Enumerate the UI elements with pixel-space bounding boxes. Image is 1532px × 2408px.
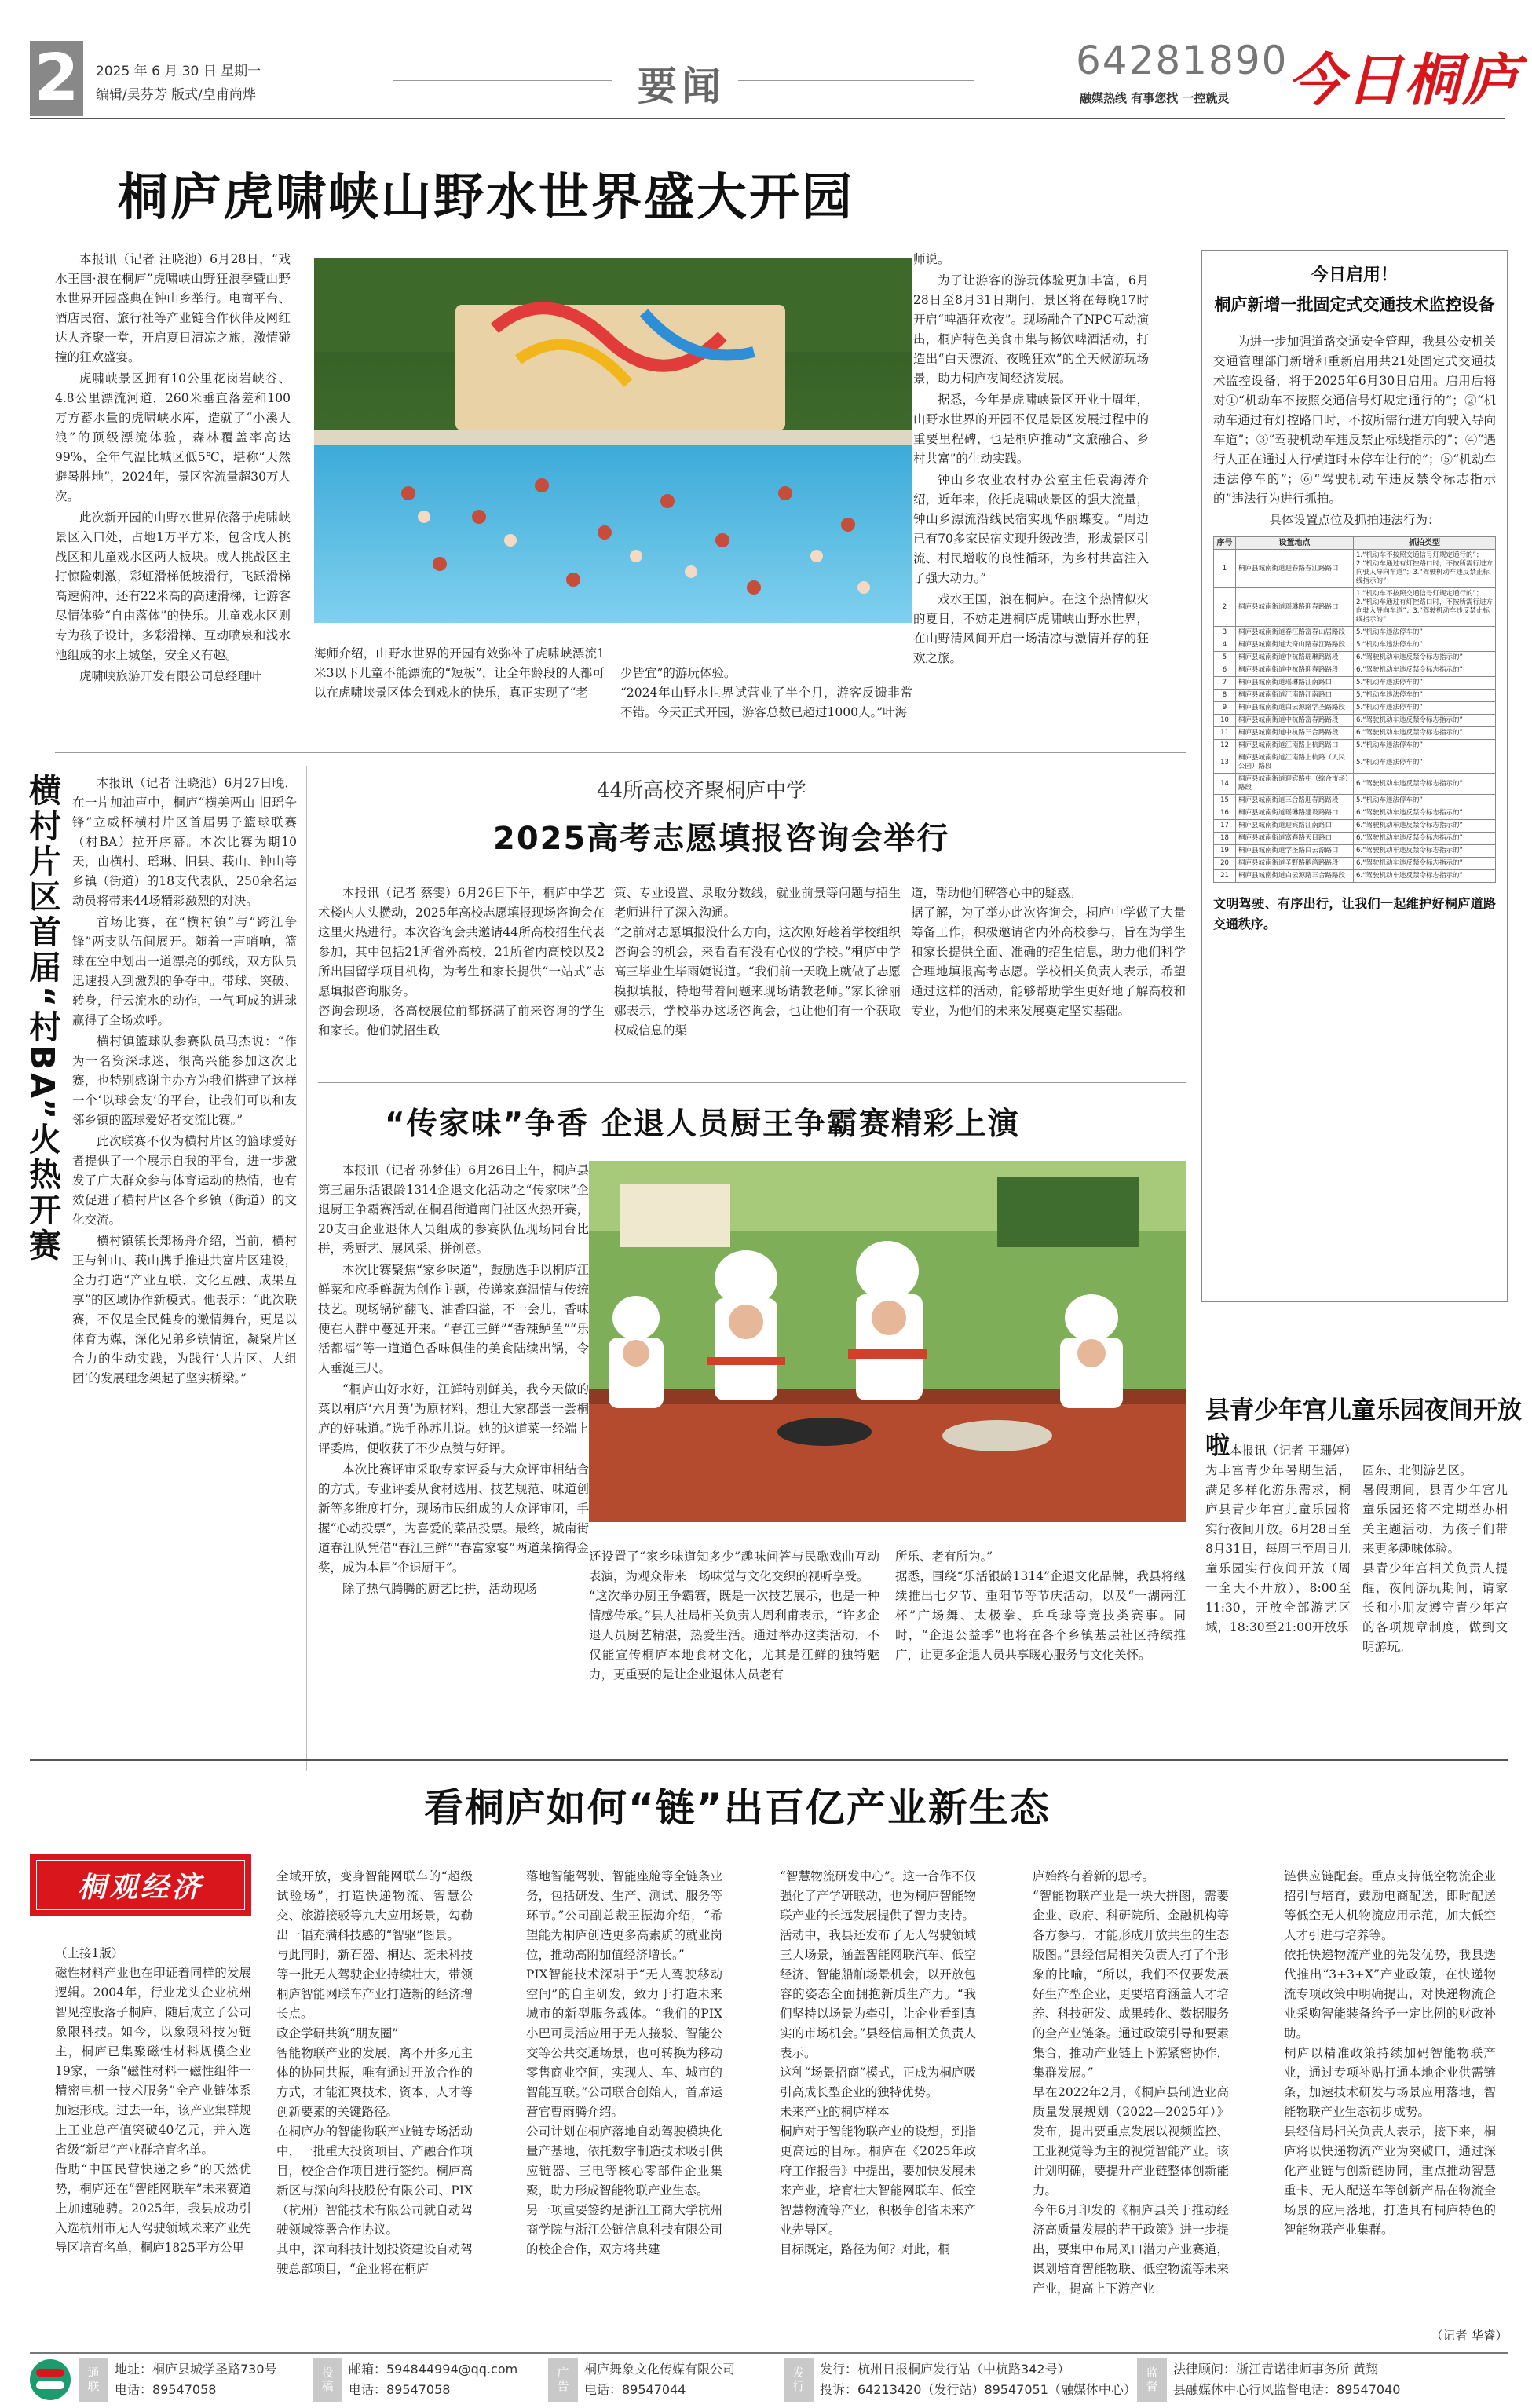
table-cell: 桐庐县城南街道迎宾路江南路口	[1236, 820, 1354, 833]
table-row	[1214, 664, 1496, 677]
table-header: 抓拍类型	[1354, 537, 1496, 550]
paragraph: 还设置了“家乡味道知多少”趣味问答与民歌戏曲互动表演，为观众带来一场味觉与文化交织的视听享受。 “这次举办厨王争霸赛，既是一次技艺展示，也是一种情感传承。”县人社局相关负责人周利甫表示，“许多企退人员厨艺精湛，热爱生活。通过举办这类活动，不仅能宣传桐庐本地食材文化，尤其是江鲜的独特魅力，更重要的是让企业退休人员老有	[589, 1550, 879, 1682]
paragraph: 少皆宜”的游玩体验。 “2024年山野水世界试营业了半个月，游客反馈非常不错。今天正式开园，游客总数已超过1000人。”叶海	[620, 666, 912, 719]
chef-col1	[318, 1161, 589, 1601]
table-cell: 6.“驾驶机动车违反禁令标志指示的”	[1354, 652, 1496, 664]
economy-byline: （记者 华睿）	[1431, 2329, 1508, 2343]
table-cell: 18	[1214, 833, 1236, 845]
youth-left	[1205, 1441, 1351, 1639]
table-header-row	[1214, 537, 1496, 550]
table-row	[1214, 639, 1496, 652]
paragraph: 为了让游客的游玩体验更加丰富，6月28日至8月31日期间，景区将在每晚17时开启“啤酒狂欢夜”。现场融合了NPC互动演出，桐庐特色美食市集与畅饮啤酒活动，打造出“白天漂流、夜晚狂欢”的全天候游玩场景，助力桐庐夜间经济发展。	[913, 273, 1149, 386]
table-cell: 5.“机动车违法停车的”	[1354, 690, 1496, 702]
notice-box	[1201, 250, 1508, 1302]
table-header: 序号	[1214, 537, 1236, 550]
table-cell: 6.“驾驶机动车违反禁令标志指示的”	[1354, 858, 1496, 870]
lead-col3	[913, 250, 1149, 670]
table-cell: 桐庐县城南街道圣野路鹅湾路路段	[1236, 858, 1354, 870]
economy-col3	[526, 1847, 722, 2281]
paragraph: 本报讯（记者 汪晓池）6月27日晚，在一片加油声中，桐庐“横美两山 旧瑶争锋”立威杯横村片区首届男子篮球联赛（村BA）拉开序幕。本次比赛为期10天，由横村、瑶琳、旧县、莪山、钟山等乡镇（街道）的18支代表队，250余名运动员将带来44场精彩激烈的对决。	[72, 776, 297, 908]
lead-under-photo-1	[314, 644, 605, 704]
paragraph: 钟山乡农业农村办公室主任袁海涛介绍，近年来，依托虎啸峡景区的强大流量，钟山乡漂流沿线民宿实现华丽蝶变。“周边已有70多家民宿实现升级改造，形成景区引流、村民增收的良性循环，为乡村共富注入了强大动力。”	[913, 473, 1149, 585]
paragraph: 除了热气腾腾的厨艺比拼，活动现场	[342, 1582, 538, 1596]
table-cell: 1.“机动车不按照交通信号灯规定通行的”；2.“机动车通过有灯控路口时，不按所需行进方向驶入导向车道”；3.“驾驶机动车违反禁止标线指示的”	[1354, 550, 1496, 588]
section-title: 要闻	[638, 64, 726, 109]
cunba-headline: 横村片区首届“村BA”火热开赛	[24, 774, 61, 1264]
gaokao-col1	[318, 864, 605, 1062]
table-row	[1214, 795, 1496, 807]
paragraph: 据悉，今年是虎啸峡景区开业十周年，山野水世界的开园不仅是景区发展过程中的重要里程碑，也是桐庐推动“文旅融合、乡村共富”的生动实践。	[913, 393, 1149, 466]
table-row	[1214, 752, 1496, 774]
table-cell: 15	[1214, 795, 1236, 807]
table-cell: 1.“机动车不按照交通信号灯规定通行的”；2.“机动车通过有灯控路口时，不按所需行进方向驶入导向车道”；3.“驾驶机动车违反禁止标线指示的”	[1354, 588, 1496, 627]
gaokao-col3	[911, 864, 1186, 1042]
table-cell: 13	[1214, 752, 1236, 774]
table-cell: 6.“驾驶机动车违反禁令标志指示的”	[1354, 845, 1496, 858]
youth-headline: 县青少年宫儿童乐园夜间开放啦	[1205, 1396, 1522, 1460]
paragraph: 此次新开园的山野水世界依落于虎啸峡景区入口处，占地1万平方米，包含成人挑战区和儿童戏水区两大板块。成人挑战区主打惊险刺激，彩虹滑梯低坡滑行，飞跃滑梯高速俯冲，还有22米高的高速滑梯，让游客尽情体验“自由落体”的快乐。儿童戏水区则专为孩子设计，多彩滑梯、互动喷泉和浅水池组成的水上城堡，安全又有趣。	[55, 511, 291, 662]
table-cell: 5.“机动车违法停车的”	[1354, 752, 1496, 774]
economy-col1	[55, 1924, 251, 2279]
footer-email: 邮箱：594844994@qq.com	[349, 2362, 518, 2377]
chef-under-1	[589, 1528, 879, 1706]
cunba-body	[72, 774, 297, 1390]
table-row	[1214, 833, 1496, 845]
footer-tel-3: 电话：89547044	[584, 2382, 686, 2397]
footer-logo	[30, 2359, 71, 2400]
table-row	[1214, 858, 1496, 870]
table-cell: 9	[1214, 702, 1236, 715]
table-cell: 桐庐县城南街道白云源路三合路路段	[1236, 870, 1354, 883]
chef-under-2	[895, 1528, 1186, 1686]
youth-right	[1362, 1441, 1508, 1678]
table-cell: 桐庐县城南街道江南路上杭路路口	[1236, 740, 1354, 752]
paragraph: 所乐、老有所为。” 据悉，围绕“乐活银龄1314”企退文化品牌，我县将继续推出七夕节、重阳节等节庆活动，以及“一湖两江杯”广场舞、太极拳、乒乓球等竞技类赛事。同时，“企退公益季”也将在各个乡镇基层社区持续推广，让更多企退人员共享暖心服务与文化关怀。	[895, 1550, 1186, 1662]
table-row	[1214, 715, 1496, 727]
table-cell: 6.“驾驶机动车违反禁令标志指示的”	[1354, 833, 1496, 845]
table-cell: 14	[1214, 774, 1236, 795]
table-cell: 16	[1214, 807, 1236, 820]
table-cell: 桐庐县城南街道学圣路白云源路口	[1236, 845, 1354, 858]
footer-label-tougao: 投稿	[313, 2358, 342, 2402]
table-header: 设置地点	[1236, 537, 1354, 550]
economy-col5	[1033, 1847, 1229, 2320]
paragraph: 戏水王国，浪在桐庐。在这个热情似火的夏日，不妨走进桐庐虎啸峡山野水世界，在山野清风间开启一场清凉与激情并存的狂欢之旅。	[913, 592, 1149, 665]
table-row	[1214, 845, 1496, 858]
table-cell: 11	[1214, 727, 1236, 740]
chef-headline: “传家味”争香 企退人员厨王争霸赛精彩上演	[385, 1107, 1020, 1142]
table-cell: 桐庐县城南街道春江路富春山居路段	[1236, 627, 1354, 639]
paragraph: 横村镇镇长郑杨舟介绍，当前，横村正与钟山、莪山携手推进共富片区建设，全力打造“产业互联、文化互融、成果互享”的区域协作新模式。他表示：“此次联赛，不仅是全民健身的激情舞台，更是以体育为媒，深化兄弟乡镇情谊，凝聚片区合力的生动实践，为践行‘大片区、大组团’的发展理念架起了坚实桥梁。”	[72, 1234, 297, 1385]
table-cell: 桐庐县城南街道江南路上杭路（人民公园）路段	[1236, 752, 1354, 774]
paragraph: 本次比赛评审采取专家评委与大众评审相结合的方式。专业评委从食材选用、技艺规范、味道创新等多维度打分，现场市民组成的大众评审团，手握“心动投票”，为喜爱的菜品投票。最终，城南街道春江队凭借“春江三鲜”“春富家宴”两道菜摘得金奖，成为本届“企退厨王”。	[318, 1462, 589, 1575]
table-row	[1214, 690, 1496, 702]
paragraph: “智慧物流研发中心”。这一合作不仅强化了产学研联动，也为桐庐智能物联产业的长远发展提供了智力支持。 活动中，我县还发布了无人驾驶领域三大场景，涵盖智能网联汽车、低空经济、智能船舶场景机会，以开放包容的姿态全面拥抱新质生产力。“我们坚持以场景为牵引，让企业看到真实的市场机会。”县经信局相关负责人表示。 这种“场景招商”模式，正成为桐庐吸引高成长型企业的独特优势。 未来产业的桐庐样本 桐庐对于智能物联产业的设想，到指更高远的目标。桐庐在《2025年政府工作报告》中提出，要加快发展未来产业，培育壮大智能网联车、低空智慧物流等产业，积极争创省未来产业先导区。 目标既定，路径为何？对此，桐	[780, 1869, 976, 2256]
column-logo	[30, 1854, 251, 1916]
table-cell: 5.“机动车违法停车的”	[1354, 702, 1496, 715]
paragraph: 为进一步加强道路交通安全管理，我县公安机关交通管理部门新增和重新启用共21处固定式交通技术监控设备，将于2025年6月30日启用。启用后将对①“机动车不按照交通信号灯规定通行的”；②“机动车通过有灯控路口时，不按所需行进方向驶入导向车道”；③“驾驶机动车违反禁止标线指示的”；④“遇行人正在通过人行横道时未停车让行的”；⑤“机动车违法停车的”；⑥“驾驶机动车违反禁令标志指示的”违法行为进行抓拍。	[1213, 335, 1496, 506]
table-cell: 桐庐县城南街道江南路江南路口	[1236, 690, 1354, 702]
footer-bar	[30, 2358, 1508, 2402]
paragraph: 师说。	[913, 252, 950, 266]
table-cell: 桐庐县城南街道白云源路学圣路路段	[1236, 702, 1354, 715]
paragraph: 首场比赛，在“横村镇”与“跨江争锋”两支队伍间展开。随着一声哨响，篮球在空中划出一道漂亮的弧线，双方队员迅速投入到激烈的争夺中。带球、突破、转身，行云流水的动作，一气呵成的进球赢得了全场欢呼。	[72, 915, 297, 1027]
table-cell: 6.“驾驶机动车违反禁令标志指示的”	[1354, 820, 1496, 833]
paragraph: （上接1版） 磁性材料产业也在印证着同样的发展逻辑。2004年，行业龙头企业杭州智见控股落子桐庐，随后成立了公司象限科技。如今，以象限科技为链主，桐庐已集聚磁性材料规模企业19家，一条“磁性材料一磁性组件一精密电机一技术服务”全产业链体系加速形成。过去一年，该产业集群规上工业总产值突破40亿元，并入选省级“新星”产业群培育名单。 借助“中国民营快递之乡”的天然优势，桐庐还在“智能网联车”未来赛道上加速驰骋。2025年，我县成功引入选杭州市无人驾驶领域未来产业先导区培育名单，桐庐1825平方公里	[55, 1946, 251, 2255]
table-cell: 7	[1214, 677, 1236, 690]
table-cell: 5.“机动车违法停车的”	[1354, 677, 1496, 690]
paragraph: 策、专业设置、录取分数线，就业前景等问题与招生老师进行了深入沟通。 “之前对志愿填报没什么方向，这次刚好趁着学校组织咨询会的机会，来看看有没有心仪的学校。”桐庐中学高三毕业生毕雨婕说道。“我们前一天晚上就做了志愿模拟填报，特地带着问题来现场请教老师。”家长徐丽娜表示，学校举办这场咨询会，也让他们有一个获取权威信息的渠	[614, 886, 901, 1037]
table-cell: 桐庐县城南街道中杭路富春路路段	[1236, 715, 1354, 727]
editors-line: 编辑/吴芬芳 版式/皇甫尚烨	[96, 87, 256, 103]
table-cell: 6.“驾驶机动车违反禁令标志指示的”	[1354, 807, 1496, 820]
paragraph: 园东、北侧游艺区。 暑假期间，县青少年宫儿童乐园还将不定期举办相关主题活动，为孩子们带来更多趣味体验。 县青少年宫相关负责人提醒，夜间游玩期间，请家长和小朋友遵守青少年宫的各项规章制度，做到文明游玩。	[1362, 1463, 1508, 1654]
lead-col1	[55, 250, 291, 688]
table-row	[1214, 727, 1496, 740]
footer-label-ad: 广告	[548, 2358, 578, 2402]
table-cell: 6.“驾驶机动车违反禁令标志指示的”	[1354, 727, 1496, 740]
footer-ad-company: 桐庐舞象文化传媒有限公司	[584, 2362, 736, 2377]
paragraph: “桐庐山好水好，江鲜特别鲜美，我今天做的菜以桐庐‘六月黄’为原材料，想让大家都尝一尝桐庐的好味道。”选手孙苏儿说。她的这道菜一经端上评委席，便收获了不少点赞与好评。	[318, 1382, 589, 1455]
table-row	[1214, 677, 1496, 690]
table-cell: 桐庐县城南街道富春路天目路口	[1236, 833, 1354, 845]
table-cell: 10	[1214, 715, 1236, 727]
economy-col6	[1284, 1847, 1496, 2261]
table-cell: 2	[1214, 588, 1236, 627]
paragraph: 庐始终有着新的思考。 “智能物联产业是一块大拼图，需要企业、政府、科研院所、金融机构等各方参与，才能形成开放共生的生态版图。”县经信局相关负责人打了个形象的比喻，“所以，我们不仅要发展好生产型企业，更要培育涵盖人才培养、科技研发、成果转化、数据服务的全产业链条。通过政策引导和要素集合，推动产业链上下游紧密协作，集群发展。” 早在2022年2月，《桐庐县制造业高质量发展规划（2022—2025年）》发布，提出要重点发展以视频监控、工业视觉等为主的视觉智能产业。该计划明确，要提升产业链整体创新能力。 今年6月印发的《桐庐县关于推动经济高质量发展的若干政策》进一步提出，要集中布局风口潜力产业赛道，谋划培育智能物联、低空物流等未来产业，提高上下游产业	[1033, 1869, 1229, 2296]
paragraph: 本报讯（记者 蔡雯）6月26日下午，桐庐中学艺术楼内人头攒动，2025年高校志愿填报现场咨询会在这里火热进行。本次咨询会共邀请44所高校招生代表参加，其中包括21所省外高校，21所省内高校以及2所出国留学项目机构，为考生和家长提供“一站式”志愿填报咨询服务。 咨询会现场，各高校展位前都挤满了前来咨询的学生和家长。他们就招生政	[318, 886, 605, 1037]
table-row	[1214, 550, 1496, 588]
table-cell: 6.“驾驶机动车违反禁令标志指示的”	[1354, 715, 1496, 727]
table-cell: 桐庐县城南街道大奇山路春江路路段	[1236, 639, 1354, 652]
economy-headline: 看桐庐如何“链”出百亿产业新生态	[424, 1785, 1051, 1831]
paper-logo: 今日桐庐	[1288, 46, 1521, 113]
masthead	[0, 0, 1532, 115]
table-row	[1214, 740, 1496, 752]
paragraph: 此次联赛不仅为横村片区的篮球爱好者提供了一个展示自我的平台，进一步激发了广大群众参与体育运动的热情，也有效促进了横村片区各个乡镇（街道）的文化交流。	[72, 1134, 297, 1227]
paragraph: 虎啸峡景区拥有10公里花岗岩峡谷、4.8公里漂流河道，260米垂直落差和100万方蓄水量的虎啸峡水库，造就了“小溪大浪”的顶级漂流体验，森林覆盖率高达99%，全年气温比城区低5℃，堪称“天然避暑胜地”，2024年，景区客流量超30万人次。	[55, 371, 291, 503]
footer-address: 地址：桐庐县城学圣路730号	[115, 2362, 277, 2377]
table-cell: 桐庐县城南街道中杭路迎春路路段	[1236, 664, 1354, 677]
page-number: 2	[30, 41, 83, 116]
notice-footer: 文明驾驶、有序出行，让我们一起维护好桐庐道路交通秩序。	[1213, 896, 1496, 931]
waterpark-photo	[314, 258, 912, 623]
camera-schedule-table	[1213, 536, 1496, 883]
column-logo-text: 桐观经济	[77, 1870, 203, 1904]
paragraph: 链供应链配套。重点支持低空物流企业招引与培育，鼓励电商配送，即时配送等低空无人机物流应用示范，加大低空人才引进与培养等。 依托快递物流产业的先发优势，我县迭代推出“3+3+X”产业政策，在快递物流专项政策中明确提出，对快递物流企业采购智能装备给予一定比例的财政补助。 桐庐以精准政策持续加码智能物联产业，通过专项补贴打通本地企业供需链条，加速技术研发与场景应用落地，智能物联产业生态初步成势。 县经信局相关负责人表示，接下来，桐庐将以快递物流产业为突破口，通过深化产业链与创新链协同，重点推动智慧重卡、无人配送车等创新产品在物流全场景的应用落地，打造具有桐庐特色的智能物联产业集群。	[1284, 1869, 1496, 2237]
table-cell: 8	[1214, 690, 1236, 702]
paragraph: 横村镇篮球队参赛队员马杰说：“作为一名资深球迷，很高兴能参加这次比赛，也特别感谢主办方为我们搭建了这样一个‘以球会友’的平台，让我们可以和友邻乡镇的篮球爱好者交流比赛。”	[72, 1034, 297, 1127]
paragraph: 虎啸峡旅游开发有限公司总经理叶	[79, 669, 262, 683]
table-cell: 6	[1214, 664, 1236, 677]
table-cell: 12	[1214, 740, 1236, 752]
paragraph: 全域开放，变身智能网联车的“超级试验场”，打造快递物流、智慧公交、旅游接驳等九大应用场景，勾勒出一幅充满科技感的“智驱”图景。 与此同时，新石器、桐达、斑未科技等一批无人驾驶企业持续壮大，带领桐庐智能网联车产业打造新的经济增长点。 政企学研共筑“朋友圈” 智能物联产业的发展，离不开多元主体的协同共振，唯有通过开放合作的方式，才能汇聚技术、资本、人才等创新要素的关键路径。 在桐庐办的智能物联产业链专场活动中，一批重大投资项目、产融合作项目，校企合作项目进行签约。桐庐高新区与深向科技股份有限公司、PIX（杭州）智能技术有限公司就自动驾驶领域签署合作协议。 其中，深向科技计划投资建设自动驾驶总部项目，“企业将在桐庐	[276, 1869, 473, 2276]
table-row	[1214, 807, 1496, 820]
gaokao-col2	[614, 864, 901, 1062]
table-cell: 20	[1214, 858, 1236, 870]
table-cell: 桐庐县城南街道中杭路瑶琳路路段	[1236, 652, 1354, 664]
footer-jiandu-1: 法律顾问：浙江青诺律师事务所 黄翔	[1173, 2362, 1379, 2377]
paragraph: 本报讯（记者 孙梦佳）6月26日上午，桐庐县第三届乐活银龄1314企退文化活动之“传家味”企退厨王争霸赛活动在桐君街道南门社区火热开赛，20支由企业退休人员组成的参赛队伍现场同台比拼，秀厨艺、展风采、拼创意。	[318, 1163, 589, 1256]
hotline-slogan: 融媒热线 有事您找 一控就灵	[1080, 91, 1230, 105]
table-cell: 21	[1214, 870, 1236, 883]
notice-title-2: 桐庐新增一批固定式交通技术监控设备	[1214, 295, 1495, 314]
table-row	[1214, 820, 1496, 833]
table-cell: 17	[1214, 820, 1236, 833]
economy-col4	[780, 1847, 976, 2281]
footer-jiandu-2: 县融媒体中心行风监督电话：89547040	[1173, 2382, 1401, 2397]
table-row	[1214, 774, 1496, 795]
table-cell: 5	[1214, 652, 1236, 664]
paragraph: 海师介绍，山野水世界的开园有效弥补了虎啸峡漂流1米3以下儿童不能漂流的“短板”，让全年龄段的人都可以在虎啸峡景区体会到戏水的快乐，真正实现了“老	[314, 646, 605, 700]
table-cell: 5.“机动车违法停车的”	[1354, 740, 1496, 752]
table-cell: 桐庐县城南街道迎春路春江路路口	[1236, 550, 1354, 588]
notice-body	[1213, 332, 1496, 530]
paragraph: 道，帮助他们解答心中的疑惑。 据了解，为了举办此次咨询会，桐庐中学做了大量筹备工作，积极邀请省内外高校参与，旨在为学生和家长提供全面、准确的招生信息，助力他们科学合理地填报高考志愿。学校相关负责人表示，希望通过这样的活动，能够帮助学生更好地了解高校和专业，为他们的未来发展奠定坚实基础。	[911, 886, 1186, 1018]
table-cell: 5.“机动车违法停车的”	[1354, 795, 1496, 807]
table-row	[1214, 627, 1496, 639]
footer-tel-1: 电话：89547058	[115, 2382, 217, 2397]
paragraph: 本次比赛聚焦“家乡味道”，鼓励选手以桐庐江鲜菜和应季鲜蔬为创作主题，传递家庭温情与传统技艺。现场锅铲翻飞、油香四溢，不一会儿，香味便在人群中蔓延开来。“春江三鲜”“香辣鲈鱼”“乐活都福”等一道道色香味俱佳的美食陆续出锅，令人垂涎三尺。	[318, 1263, 589, 1375]
gaokao-subhead: 44所高校齐聚桐庐中学	[597, 779, 807, 803]
table-cell: 1	[1214, 550, 1236, 588]
table-row	[1214, 588, 1496, 627]
footer-label-jiandu: 监督	[1137, 2358, 1167, 2402]
footer-tel-2: 电话：89547058	[349, 2382, 451, 2397]
paragraph: 本报讯（记者 王珊婷）为丰富青少年暑期生活，满足多样化游乐需求，桐庐县青少年宫儿童乐园将实行夜间开放。6月28日至8月31日，每周三至周日儿童乐园实行夜间开放（周一全天不开放），8:00至11:30，开放全部游艺区域，18:30至21:00开放乐	[1205, 1444, 1351, 1634]
table-row	[1214, 870, 1496, 883]
footer-faxing-2: 投诉：64213420（发行站）89547051（融媒体中心）	[820, 2382, 1136, 2397]
paragraph: 本报讯（记者 汪晓池）6月28日，“戏水王国·浪在桐庐”虎啸峡山野狂浪季暨山野水世界开园盛典在钟山乡举行。电商平台、酒店民宿、旅行社等产业链合作伙伴及网红达人齐聚一堂，开启夏日清凉之旅，激情碰撞的狂欢盛宴。	[55, 252, 291, 364]
lead-under-photo-2	[620, 644, 912, 744]
table-cell: 桐庐县城南街道三合路迎春路路段	[1236, 795, 1354, 807]
paragraph: 落地智能驾驶、智能座舱等全链条业务，包括研发、生产、测试、服务等环节。”公司副总裁王振海介绍，“希望能为桐庐创造更多高素质的就业岗位，推动高附加值经济增长。” PIX智能技术深耕于“无人驾驶移动空间”的自主研发，致力于打造未来城市的新型服务载体。“我们的PIX小巴可灵活应用于无人接驳、智能公交等公共交通场景，也可转换为移动零售商业空间，实现人、车、城市的智能互联。”公司联合创始人，首席运营官曹雨腾介绍。 公司计划在桐庐落地自动驾驶模块化量产基地，依托数字制造技术吸引供应链器、三电等核心零部件企业集聚，助力形成智能物联产业生态。 另一项重要签约是浙江工商大学杭州商学院与浙江公链信息科技有限公司的校企合作，双方将共建	[526, 1869, 722, 2256]
footer-label-tonglian: 通联	[79, 2358, 108, 2402]
notice-title-1: 今日启用！	[1311, 265, 1398, 285]
table-cell: 5.“机动车违法停车的”	[1354, 627, 1496, 639]
table-row	[1214, 652, 1496, 664]
table-cell: 6.“驾驶机动车违反禁令标志指示的”	[1354, 774, 1496, 795]
table-row	[1214, 702, 1496, 715]
chef-photo	[589, 1161, 1186, 1522]
footer-faxing-1: 发行：杭州日报桐庐发行站（中杭路342号）	[820, 2362, 1070, 2377]
hotline-number: 64281890	[1076, 38, 1289, 83]
table-cell: 6.“驾驶机动车违反禁令标志指示的”	[1354, 870, 1496, 883]
paragraph: 具体设置点位及抓拍违法行为：	[1269, 513, 1440, 527]
lead-headline: 桐庐虎啸峡山野水世界盛大开园	[118, 169, 854, 227]
table-cell: 桐庐县城南街道中杭路三合路路段	[1236, 727, 1354, 740]
table-cell: 桐庐县城南街道迎宾路中（综合市场）路段	[1236, 774, 1354, 795]
table-cell: 4	[1214, 639, 1236, 652]
table-cell: 3	[1214, 627, 1236, 639]
table-cell: 桐庐县城南街道瑶琳路建设路路口	[1236, 807, 1354, 820]
table-cell: 6.“驾驶机动车违反禁令标志指示的”	[1354, 664, 1496, 677]
footer-label-faxing: 发行	[784, 2358, 814, 2402]
gaokao-headline: 2025高考志愿填报咨询会举行	[493, 821, 950, 857]
issue-date: 2025 年 6 月 30 日 星期一	[96, 64, 261, 79]
table-cell: 5.“机动车违法停车的”	[1354, 639, 1496, 652]
table-cell: 19	[1214, 845, 1236, 858]
economy-col2	[276, 1847, 473, 2300]
table-cell: 桐庐县城南街道瑶琳路迎春路路口	[1236, 588, 1354, 627]
table-cell: 桐庐县城南街道瑶琳路江南路口	[1236, 677, 1354, 690]
